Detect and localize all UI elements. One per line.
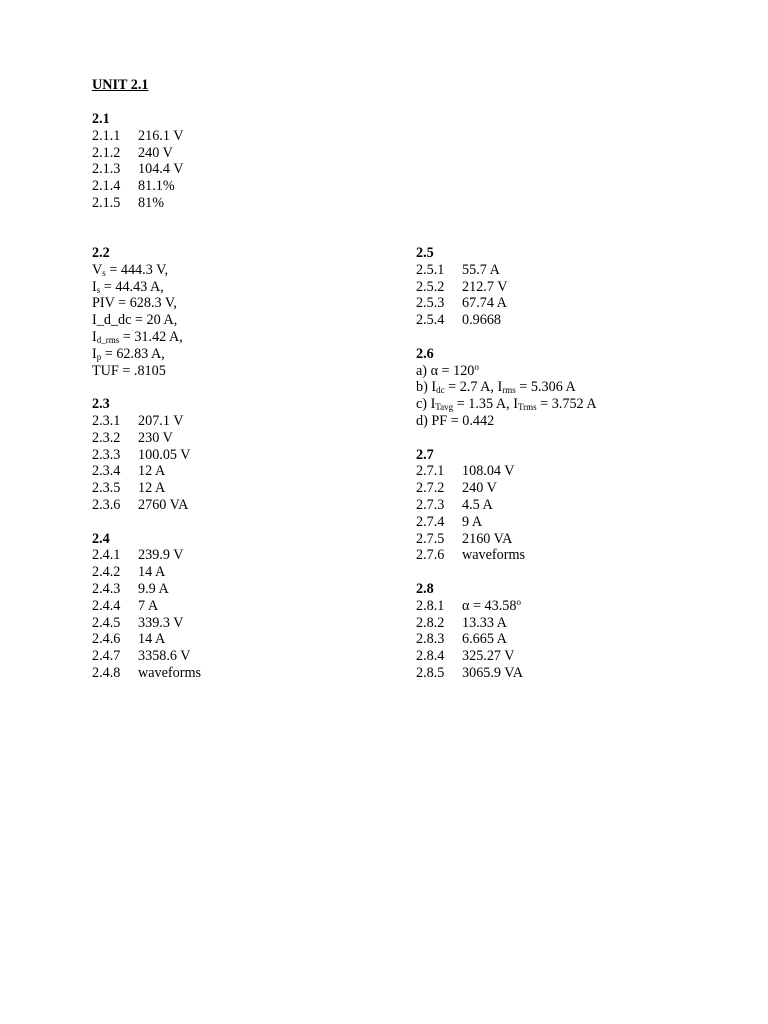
answer-row [416, 615, 597, 632]
section-heading: 2.5 [416, 245, 434, 261]
answer-iddc: I_d_dc = 20 A, [92, 312, 178, 329]
answer-value: 12 A [138, 480, 166, 497]
answer-value: 100.05 V [138, 446, 191, 463]
answer-value: 212.7 V [462, 278, 508, 295]
answer-value: 108.04 V [462, 463, 515, 480]
answer-value: 81.1% [138, 178, 175, 195]
answer-a: a) $\alpha = 120^o$ [416, 361, 479, 379]
answer-number: 2.7.4 [416, 513, 445, 530]
answer-value: 230 V [138, 429, 173, 446]
answer-is: $I_s = 44.43$ A, [92, 278, 164, 295]
section-heading: 2.3 [92, 396, 110, 413]
answer-value: 81% [138, 194, 165, 211]
answer-number: 2.4.8 [92, 664, 121, 681]
section-2-7 [416, 447, 597, 565]
answer-value: 12 A [138, 463, 166, 480]
answer-row [416, 514, 597, 531]
answer-number: 2.7.3 [416, 496, 445, 513]
answer-row [92, 615, 201, 632]
answer-number: 2.4.2 [92, 564, 121, 581]
answer-number: 2.5.2 [416, 278, 445, 295]
answer-list [416, 463, 597, 564]
answer-number: 2.8.3 [416, 631, 445, 648]
section-2-1 [92, 111, 183, 212]
answer-idrms: $I_{d\_rms} = 31.42$ A, [92, 328, 183, 345]
answer-value: 3358.6 V [138, 648, 191, 665]
answer-number: 2.7.1 [416, 463, 445, 480]
answer-number: 2.3.5 [92, 480, 121, 497]
answer-row [92, 413, 201, 430]
answer-value: 67.74 A [462, 295, 507, 312]
section-heading: 2.4 [92, 530, 110, 547]
answer-number: 2.4.6 [92, 631, 121, 648]
answer-number: 2.7.5 [416, 530, 445, 547]
answer-value: 207.1 V [138, 412, 184, 429]
answer-list [92, 128, 183, 212]
answer-row [92, 128, 183, 145]
answer-value: 239.9 V [138, 547, 184, 564]
answer-value: 0.9668 [462, 312, 502, 329]
answer-value: 9 A [462, 513, 483, 530]
answer-row [92, 145, 183, 162]
answer-row [416, 279, 597, 296]
answer-value: 339.3 V [138, 614, 184, 631]
answer-list [92, 413, 201, 514]
answer-row [92, 480, 201, 497]
answer-vs: $V_s = 444.3$ V, [92, 261, 169, 278]
answer-number: 2.1.1 [92, 127, 121, 144]
answer-value: 325.27 V [462, 648, 515, 665]
section-heading: 2.6 [416, 345, 434, 362]
answer-number: 2.3.1 [92, 412, 121, 429]
answer-row [92, 195, 183, 212]
answer-value: 3065.9 VA [462, 664, 523, 681]
section-heading: 2.7 [416, 446, 434, 463]
answer-value: 104.4 V [138, 161, 184, 178]
answer-row [92, 564, 201, 581]
answer-d: d) PF = 0.442 [416, 412, 495, 429]
section-heading: 2.1 [92, 111, 110, 127]
answer-value: 4.5 A [462, 496, 493, 513]
answer-number: 2.4.1 [92, 547, 121, 564]
answer-row [416, 463, 597, 480]
answer-value: 9.9 A [138, 580, 169, 597]
answer-row [416, 497, 597, 514]
answer-number: 2.8.5 [416, 664, 445, 681]
answer-number: 2.4.3 [92, 580, 121, 597]
answer-number: 2.1.3 [92, 161, 121, 178]
answer-row [92, 178, 183, 195]
section-heading: 2.8 [416, 580, 434, 597]
answer-list [416, 615, 597, 682]
answer-row [92, 665, 201, 682]
left-column [92, 245, 201, 699]
answer-number: 2.8.4 [416, 648, 445, 665]
answer-row [416, 531, 597, 548]
answer-value: 7 A [138, 597, 159, 614]
answer-value: 2160 VA [462, 530, 513, 547]
answer-number: 2.8.2 [416, 614, 445, 631]
answer-value: 6.665 A [462, 631, 507, 648]
answer-row [416, 480, 597, 497]
section-2-3 [92, 396, 201, 514]
answer-number: 2.4.5 [92, 614, 121, 631]
answer-tuf: TUF = .8105 [92, 362, 166, 379]
answer-value: 13.33 A [462, 614, 507, 631]
answer-row [416, 665, 597, 682]
section-2-4 [92, 531, 201, 682]
answer-number: 2.1.5 [92, 194, 121, 211]
answer-list [92, 547, 201, 681]
answer-number: 2.3.4 [92, 463, 121, 480]
answer-value: 240 V [462, 480, 497, 497]
answer-row [92, 161, 183, 178]
answer-row [92, 497, 201, 514]
section-2-2 [92, 245, 201, 379]
right-column [416, 245, 597, 699]
section-2-8 [416, 581, 597, 682]
answer-list [416, 262, 597, 329]
answer-value: 14 A [138, 631, 166, 648]
answer-row [416, 648, 597, 665]
answer-row [416, 312, 597, 329]
answer-row [92, 648, 201, 665]
answer-value: 2760 VA [138, 496, 189, 513]
answer-number: 2.1.2 [92, 144, 121, 161]
answer-number: 2.3.3 [92, 446, 121, 463]
answer-b: b) $I_{dc} = 2.7$ A, $I_{rms} = 5.306$ A [416, 379, 576, 396]
answer-value: waveforms [138, 664, 202, 681]
answer-ip: $I_p = 62.83$ A, [92, 345, 165, 362]
answer-number: 2.4.4 [92, 597, 121, 614]
answer-row [92, 447, 201, 464]
answer-value: 55.7 A [462, 261, 500, 278]
answer-number: 2.7.2 [416, 480, 445, 497]
answer-number: 2.5.4 [416, 312, 445, 329]
answer-row [92, 598, 201, 615]
answer-row [92, 581, 201, 598]
answer-value: waveforms [462, 547, 526, 564]
unit-title: UNIT 2.1 [92, 77, 149, 93]
answer-number: 2.7.6 [416, 547, 445, 564]
answer-row [92, 631, 201, 648]
answer-row [92, 547, 201, 564]
answer-number: 2.1.4 [92, 178, 121, 195]
answer-row [416, 295, 597, 312]
answer-value: 216.1 V [138, 127, 184, 144]
section-2-6 [416, 346, 597, 430]
answer-row [416, 547, 597, 564]
answer-number: 2.5.3 [416, 295, 445, 312]
answer-row [416, 631, 597, 648]
answer-row [416, 262, 597, 279]
answer-c: c) $I_{Tavg} = 1.35$ A, $I_{Trms} = 3.752$ A [416, 396, 597, 413]
answer-row: 2.8.1 $\alpha = 43.58^o$ [416, 596, 521, 614]
answer-row [92, 430, 201, 447]
answer-piv: PIV = 628.3 V, [92, 295, 177, 312]
section-heading: 2.2 [92, 245, 110, 261]
answer-number: 2.5.1 [416, 261, 445, 278]
answer-number: 2.3.6 [92, 496, 121, 513]
section-2-5 [416, 245, 597, 329]
answer-number: 2.4.7 [92, 648, 121, 665]
answer-number: 2.3.2 [92, 429, 121, 446]
answer-value: 14 A [138, 564, 166, 581]
answer-value: 240 V [138, 144, 173, 161]
answer-row [92, 463, 201, 480]
